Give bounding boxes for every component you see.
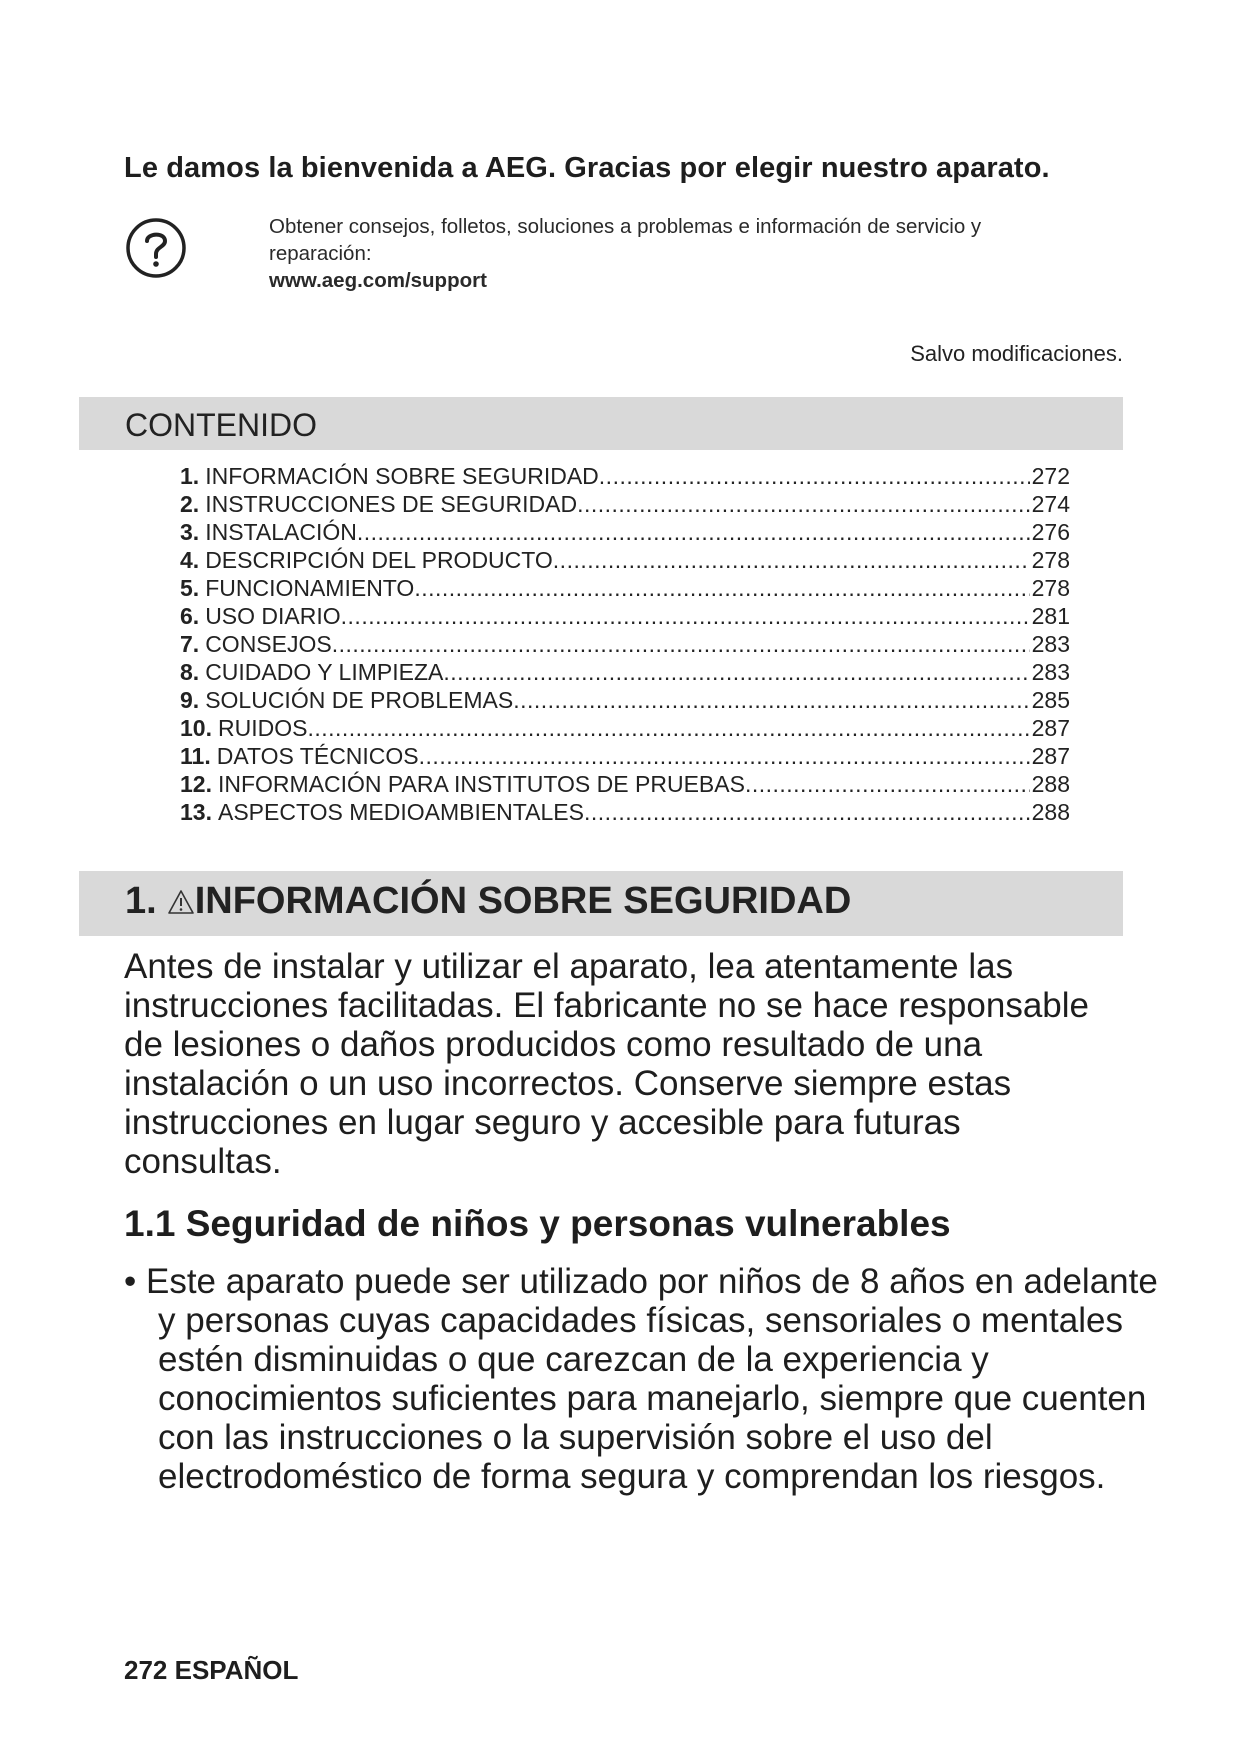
toc-page: 288: [1031, 771, 1070, 797]
toc-label: CUIDADO Y LIMPIEZA: [205, 659, 444, 685]
toc-leader: [745, 770, 1030, 798]
toc-leader: [443, 658, 1029, 686]
toc-number: 2.: [180, 491, 200, 517]
toc-page: 278: [1031, 575, 1070, 601]
toc-page: 288: [1031, 799, 1070, 825]
table-of-contents: [180, 462, 1070, 826]
page-footer: 272 ESPAÑOL: [124, 1655, 299, 1685]
toc-item[interactable]: [180, 742, 1070, 770]
toc-number: 6.: [180, 603, 200, 629]
toc-leader: [513, 686, 1029, 714]
section-1-title: [125, 880, 851, 923]
toc-item[interactable]: [180, 798, 1070, 826]
section-number: 1.: [125, 880, 157, 922]
subsection-title: 1.1 Seguridad de niños y personas vulnerables: [124, 1203, 951, 1244]
toc-label: FUNCIONAMIENTO: [205, 575, 415, 601]
modifications-notice: Salvo modificaciones.: [910, 341, 1123, 366]
toc-page: 281: [1031, 603, 1070, 629]
toc-label: INFORMACIÓN PARA INSTITUTOS DE PRUEBAS: [217, 771, 745, 797]
toc-page: 287: [1031, 743, 1070, 769]
toc-page: 278: [1031, 547, 1070, 573]
toc-number: 7.: [180, 631, 200, 657]
toc-leader: [357, 518, 1030, 546]
toc-item[interactable]: [180, 602, 1070, 630]
toc-leader: [599, 462, 1030, 490]
toc-label: INFORMACIÓN SOBRE SEGURIDAD: [205, 463, 599, 489]
toc-label: ASPECTOS MEDIOAMBIENTALES: [217, 799, 584, 825]
toc-item[interactable]: [180, 770, 1070, 798]
support-text: Obtener consejos, folletos, soluciones a problemas e información de servicio y reparación:: [269, 215, 982, 265]
toc-page: 272: [1031, 463, 1070, 489]
contents-header: [79, 397, 1123, 450]
toc-item[interactable]: [180, 546, 1070, 574]
toc-label: DESCRIPCIÓN DEL PRODUCTO: [205, 547, 553, 573]
toc-label: USO DIARIO: [205, 603, 341, 629]
toc-label: RUIDOS: [217, 715, 308, 741]
toc-number: 13.: [180, 799, 212, 825]
toc-page: 283: [1031, 659, 1070, 685]
warning-triangle-icon: [167, 888, 195, 916]
toc-item[interactable]: [180, 462, 1070, 490]
toc-number: 3.: [180, 519, 200, 545]
toc-page: 276: [1031, 519, 1070, 545]
welcome-heading: Le damos la bienvenida a AEG. Gracias por elegir nuestro aparato.: [124, 152, 1050, 184]
toc-item[interactable]: [180, 630, 1070, 658]
toc-leader: [332, 630, 1030, 658]
toc-item[interactable]: [180, 574, 1070, 602]
bullet-paragraph: • Este aparato puede ser utilizado por niños de 8 años en adelante y personas cuyas capacidades físicas, sensoriales o mentales estén disminuidas o que carezcan de la experiencia y conocimientos suficientes para manejarlo, siempre que cuenten con las instrucciones o la supervisión sobre el uso del electrodoméstico de forma segura y comprendan los riesgos.: [124, 1262, 1158, 1496]
toc-leader: [307, 714, 1029, 742]
toc-item[interactable]: [180, 490, 1070, 518]
toc-number: 10.: [180, 715, 212, 741]
toc-leader: [341, 602, 1030, 630]
toc-leader: [419, 742, 1030, 770]
toc-page: 274: [1031, 491, 1070, 517]
safety-intro-paragraph: Antes de instalar y utilizar el aparato, lea atentamente las instrucciones facilitadas. El fabricante no se hace responsable de lesiones o daños producidos como resultado de una instalación o un uso incorrectos. Conserve siempre estas instrucciones en lugar seguro y accesible para futuras consultas.: [124, 947, 1089, 1181]
toc-number: 5.: [180, 575, 200, 601]
section-title-text: INFORMACIÓN SOBRE SEGURIDAD: [194, 880, 852, 922]
toc-number: 8.: [180, 659, 200, 685]
toc-label: INSTRUCCIONES DE SEGURIDAD: [205, 491, 578, 517]
toc-item[interactable]: [180, 658, 1070, 686]
toc-label: SOLUCIÓN DE PROBLEMAS: [205, 687, 514, 713]
toc-page: 283: [1031, 631, 1070, 657]
toc-number: 1.: [180, 463, 200, 489]
section-1-header: [79, 871, 1123, 936]
toc-label: INSTALACIÓN: [205, 519, 357, 545]
toc-label: DATOS TÉCNICOS: [216, 743, 419, 769]
support-url-link[interactable]: www.aeg.com/support: [269, 269, 487, 292]
toc-leader: [553, 546, 1030, 574]
toc-leader: [577, 490, 1030, 518]
toc-number: 12.: [180, 771, 212, 797]
toc-number: 11.: [180, 743, 211, 769]
toc-item[interactable]: [180, 518, 1070, 546]
toc-leader: [414, 574, 1029, 602]
toc-number: 9.: [180, 687, 200, 713]
toc-item[interactable]: [180, 686, 1070, 714]
toc-page: 285: [1031, 687, 1070, 713]
toc-page: 287: [1031, 715, 1070, 741]
toc-leader: [584, 798, 1030, 826]
contents-title: CONTENIDO: [125, 407, 317, 443]
toc-item[interactable]: [180, 714, 1070, 742]
support-info: [269, 213, 1089, 294]
question-circle-icon: [124, 216, 188, 280]
toc-number: 4.: [180, 547, 200, 573]
toc-label: CONSEJOS: [205, 631, 332, 657]
